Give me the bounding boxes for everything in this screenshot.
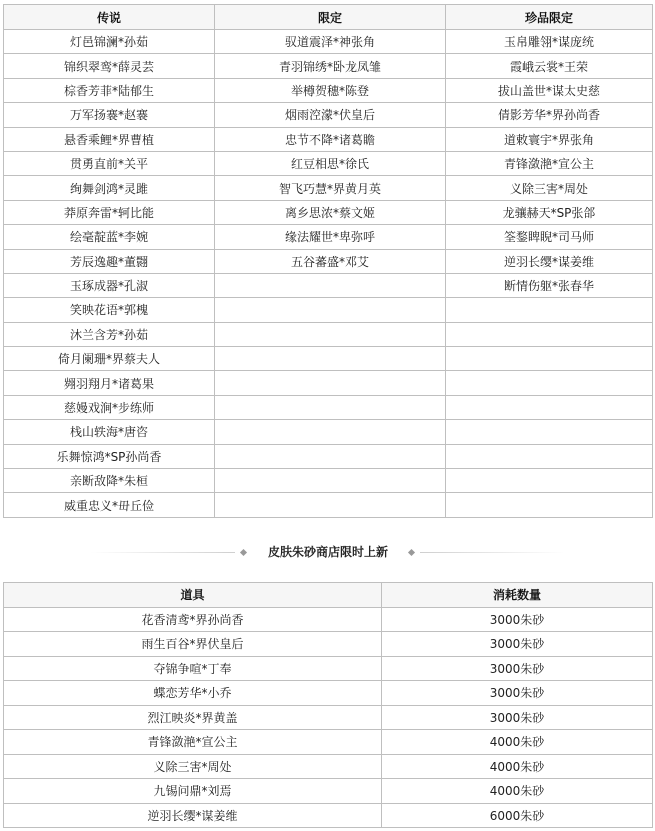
table-row [4, 632, 653, 657]
skin-cell-limited [215, 371, 446, 395]
skin-cell-legend: 贯勇直前*关平 [4, 151, 215, 175]
table-row [4, 779, 653, 804]
shop-item-cell: 九锡问鼎*刘焉 [4, 779, 382, 804]
diamond-ornament-icon [408, 549, 415, 556]
table-row [4, 803, 653, 828]
header-treasure: 珍品限定 [446, 5, 653, 30]
section-heading [0, 540, 655, 564]
skins-table-body [4, 30, 653, 518]
table-row [4, 705, 653, 730]
shop-table [3, 582, 653, 828]
skin-cell-legend: 棕香芳菲*陆郁生 [4, 78, 215, 102]
skin-cell-treasure: 玉帛雕翎*谋庞统 [446, 30, 653, 54]
skins-header-row [4, 5, 653, 30]
skin-cell-treasure: 筌鍪睥睨*司马师 [446, 225, 653, 249]
skin-cell-limited: 五谷蕃盛*邓艾 [215, 249, 446, 273]
table-row [4, 176, 653, 200]
skin-cell-treasure: 霞峨云裳*王荣 [446, 54, 653, 78]
skin-cell-treasure: 逆羽长缨*谋姜维 [446, 249, 653, 273]
skin-cell-legend: 锦织翠鸾*薛灵芸 [4, 54, 215, 78]
skin-cell-legend: 灯邑锦澜*孙茹 [4, 30, 215, 54]
table-row [4, 249, 653, 273]
skin-cell-treasure: 断情伤躯*张春华 [446, 273, 653, 297]
shop-header-row [4, 583, 653, 608]
divider-line-left [90, 552, 235, 553]
diamond-ornament-icon [240, 549, 247, 556]
shop-item-cell: 花香清鸢*界孙尚香 [4, 607, 382, 632]
table-row [4, 730, 653, 755]
skin-cell-treasure: 龙骧赫天*SP张郃 [446, 200, 653, 224]
table-row [4, 469, 653, 493]
skin-cell-treasure: 道敕寰宇*界张角 [446, 127, 653, 151]
table-row [4, 200, 653, 224]
shop-item-cell: 蝶恋芳华*小乔 [4, 681, 382, 706]
skin-cell-legend: 倚月阑珊*界蔡夫人 [4, 347, 215, 371]
skin-cell-treasure: 拔山盖世*谋太史慈 [446, 78, 653, 102]
skin-cell-limited [215, 420, 446, 444]
skin-cell-legend: 翙羽翔月*诸葛果 [4, 371, 215, 395]
table-row [4, 151, 653, 175]
skin-cell-limited [215, 322, 446, 346]
skin-cell-limited [215, 298, 446, 322]
divider-line-right [420, 552, 565, 553]
table-row [4, 681, 653, 706]
table-row [4, 347, 653, 371]
skin-cell-treasure: 倩影芳华*界孙尚香 [446, 103, 653, 127]
table-row [4, 395, 653, 419]
skin-cell-legend: 亲断敌降*朱桓 [4, 469, 215, 493]
skin-cell-treasure [446, 322, 653, 346]
skin-cell-legend: 绘毫靛蓝*李婉 [4, 225, 215, 249]
shop-item-cell: 雨生百谷*界伏皇后 [4, 632, 382, 657]
skin-cell-legend: 玉琢成器*孔淑 [4, 273, 215, 297]
skin-cell-limited [215, 469, 446, 493]
skin-cell-legend: 悬香乘鲤*界曹植 [4, 127, 215, 151]
skin-cell-treasure [446, 371, 653, 395]
skin-cell-legend: 万军扬褰*赵褰 [4, 103, 215, 127]
skins-table [3, 4, 653, 518]
shop-cost-cell: 3000朱砂 [382, 607, 653, 632]
table-row [4, 371, 653, 395]
shop-cost-cell: 4000朱砂 [382, 754, 653, 779]
table-row [4, 420, 653, 444]
table-row [4, 78, 653, 102]
skin-cell-limited [215, 395, 446, 419]
skin-cell-limited [215, 273, 446, 297]
table-row [4, 444, 653, 468]
shop-cost-cell: 4000朱砂 [382, 779, 653, 804]
table-row [4, 225, 653, 249]
skin-cell-legend: 芳辰逸趣*董翾 [4, 249, 215, 273]
table-row [4, 30, 653, 54]
skin-cell-legend: 栈山轶海*唐咨 [4, 420, 215, 444]
shop-cost-cell: 3000朱砂 [382, 632, 653, 657]
skin-cell-treasure [446, 493, 653, 517]
skin-cell-legend: 笑映花语*郭槐 [4, 298, 215, 322]
header-legend: 传说 [4, 5, 215, 30]
shop-table-body [4, 607, 653, 828]
table-row [4, 754, 653, 779]
shop-item-cell: 青锋潋滟*宣公主 [4, 730, 382, 755]
table-row [4, 298, 653, 322]
skin-cell-legend: 威重忠义*毌丘俭 [4, 493, 215, 517]
table-row [4, 607, 653, 632]
skin-cell-treasure [446, 444, 653, 468]
table-row [4, 103, 653, 127]
shop-cost-cell: 6000朱砂 [382, 803, 653, 828]
skin-cell-treasure [446, 395, 653, 419]
skin-cell-legend: 乐舞惊鸿*SP孙尚香 [4, 444, 215, 468]
skin-cell-treasure [446, 469, 653, 493]
table-row [4, 322, 653, 346]
skin-cell-legend: 莽原奔雷*轲比能 [4, 200, 215, 224]
table-row [4, 656, 653, 681]
shop-cost-cell: 3000朱砂 [382, 681, 653, 706]
table-row [4, 127, 653, 151]
shop-item-cell: 逆羽长缨*谋姜维 [4, 803, 382, 828]
header-item: 道具 [4, 583, 382, 608]
skin-cell-legend: 绚舞剑鸿*灵雎 [4, 176, 215, 200]
skin-cell-legend: 慈嫚戏涧*步练师 [4, 395, 215, 419]
skin-cell-treasure: 青锋潋滟*宣公主 [446, 151, 653, 175]
skin-cell-limited: 红豆相思*徐氏 [215, 151, 446, 175]
shop-item-cell: 义除三害*周处 [4, 754, 382, 779]
shop-cost-cell: 4000朱砂 [382, 730, 653, 755]
skin-cell-limited: 忠节不降*诸葛瞻 [215, 127, 446, 151]
header-cost: 消耗数量 [382, 583, 653, 608]
skin-cell-treasure [446, 298, 653, 322]
skin-cell-treasure [446, 347, 653, 371]
skin-cell-limited: 烟雨涳濛*伏皇后 [215, 103, 446, 127]
shop-item-cell: 烈江映炎*界黄盖 [4, 705, 382, 730]
skin-cell-limited: 智飞巧慧*界黄月英 [215, 176, 446, 200]
shop-item-cell: 夺锦争喧*丁奉 [4, 656, 382, 681]
shop-cost-cell: 3000朱砂 [382, 705, 653, 730]
skin-cell-limited: 驭道震泽*神张角 [215, 30, 446, 54]
shop-cost-cell: 3000朱砂 [382, 656, 653, 681]
table-row [4, 273, 653, 297]
skin-cell-limited: 离乡思浓*蔡文姬 [215, 200, 446, 224]
table-row [4, 493, 653, 517]
section-title: 皮肤朱砂商店限时上新 [267, 545, 388, 559]
skin-cell-limited: 举樽贺穗*陈登 [215, 78, 446, 102]
header-limited: 限定 [215, 5, 446, 30]
skin-cell-limited [215, 444, 446, 468]
skin-cell-limited [215, 347, 446, 371]
table-row [4, 54, 653, 78]
skin-cell-limited: 青羽锦绣*卧龙凤雏 [215, 54, 446, 78]
skin-cell-treasure: 义除三害*周处 [446, 176, 653, 200]
skin-cell-limited [215, 493, 446, 517]
skin-cell-limited: 缘法耀世*卑弥呼 [215, 225, 446, 249]
skin-cell-legend: 沐兰含芳*孙茹 [4, 322, 215, 346]
skin-cell-treasure [446, 420, 653, 444]
